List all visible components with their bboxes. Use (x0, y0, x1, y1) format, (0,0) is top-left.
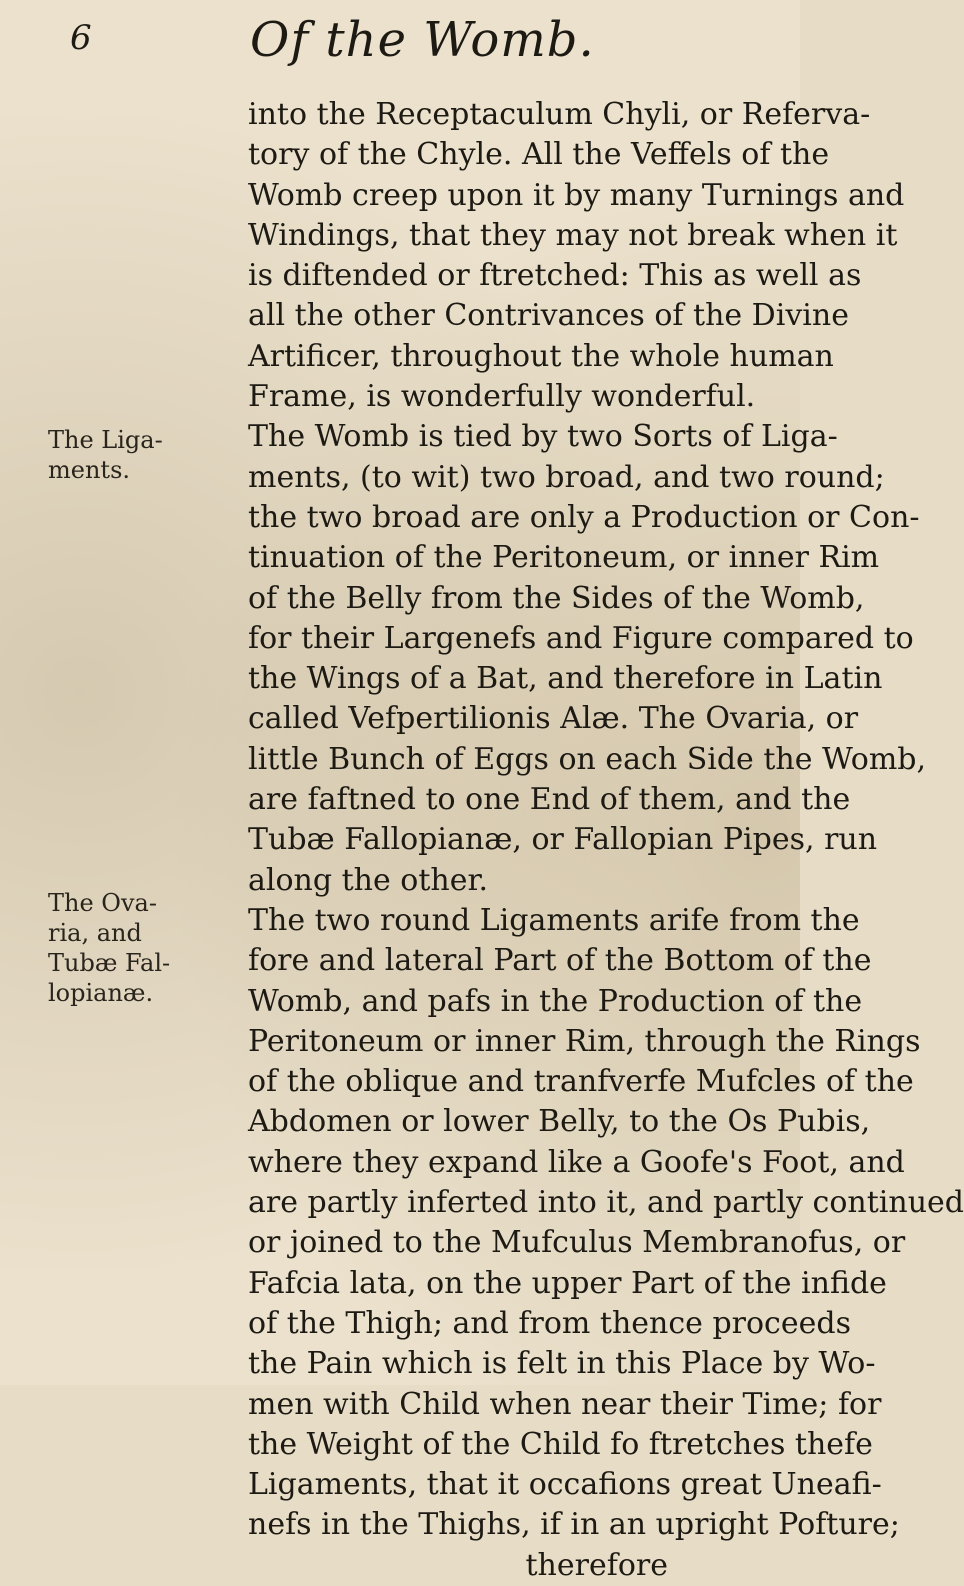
text-line: Peritoneum or inner Rim, through the Rings (248, 1023, 921, 1059)
text-line: the Wings of a Bat, and therefore in Latin (248, 661, 883, 697)
page-number: 6 (70, 18, 92, 58)
text-line: tory of the Chyle. All the Veffels of the (248, 137, 830, 173)
text-line: all the other Contrivances of the Divine (248, 298, 849, 334)
text-line: little Bunch of Eggs on each Side the Womb, (248, 741, 927, 777)
text-line: are partly inferted into it, and partly continued (248, 1185, 964, 1221)
text-line: called Vefpertilionis Alæ. The Ovaria, or (248, 701, 859, 737)
text-line: Womb, and pafs in the Production of the (248, 983, 863, 1019)
text-line: where they expand like a Goofe's Foot, and (248, 1144, 905, 1180)
margin-note-ligaments: The Liga- ments. (48, 426, 163, 484)
text-line: Artificer, throughout the whole human (248, 338, 834, 374)
text-line: ments, (to wit) two broad, and two round; (248, 459, 885, 495)
text-line: tinuation of the Peritoneum, or inner Rim (248, 540, 880, 576)
text-line: into the Receptaculum Chyli, or Referva- (248, 97, 871, 132)
text-line: Fafcia lata, on the upper Part of the infide (248, 1265, 887, 1301)
text-line: is diftended or ftretched: This as well as (248, 258, 862, 294)
text-line: The two round Ligaments arife from the (248, 902, 860, 938)
running-title: Of the Womb. (250, 12, 595, 68)
catchword: therefore (525, 1547, 668, 1583)
text-line: nefs in the Thighs, if in an upright Pofture; (248, 1507, 900, 1543)
text-line: for their Largenefs and Figure compared to (248, 620, 914, 656)
text-line: of the Thigh; and from thence proceeds (248, 1305, 851, 1341)
text-line: men with Child when near their Time; for (248, 1386, 882, 1422)
text-line: of the Belly from the Sides of the Womb, (248, 580, 865, 616)
text-line: The Womb is tied by two Sorts of Liga- (248, 419, 838, 455)
text-line: Womb creep upon it by many Turnings and (248, 177, 905, 213)
text-line: Frame, is wonderfully wonderful. (248, 379, 756, 415)
text-line: fore and lateral Part of the Bottom of the (248, 943, 872, 979)
text-line: the Weight of the Child fo ftretches thefe (248, 1426, 873, 1462)
text-line: of the oblique and tranfverfe Mufcles of the (248, 1064, 914, 1100)
text-line: Ligaments, that it occafions great Uneafi- (248, 1467, 882, 1503)
text-line: Abdomen or lower Belly, to the Os Pubis, (248, 1104, 871, 1140)
text-line: along the other. (248, 862, 489, 898)
text-line: Tubæ Fallopianæ, or Fallopian Pipes, run (248, 822, 878, 858)
body-text (248, 95, 964, 1586)
text-line: the Pain which is felt in this Place by Wo- (248, 1346, 876, 1382)
text-line: the two broad are only a Production or Con- (248, 499, 920, 535)
text-line: are faftned to one End of them, and the (248, 782, 851, 818)
text-line: Windings, that they may not break when it (248, 217, 898, 253)
margin-note-ovaria: The Ova- ria, and Tubæ Fal- lopianæ. (48, 889, 171, 1007)
text-line: or joined to the Mufculus Membranofus, or (248, 1225, 906, 1261)
